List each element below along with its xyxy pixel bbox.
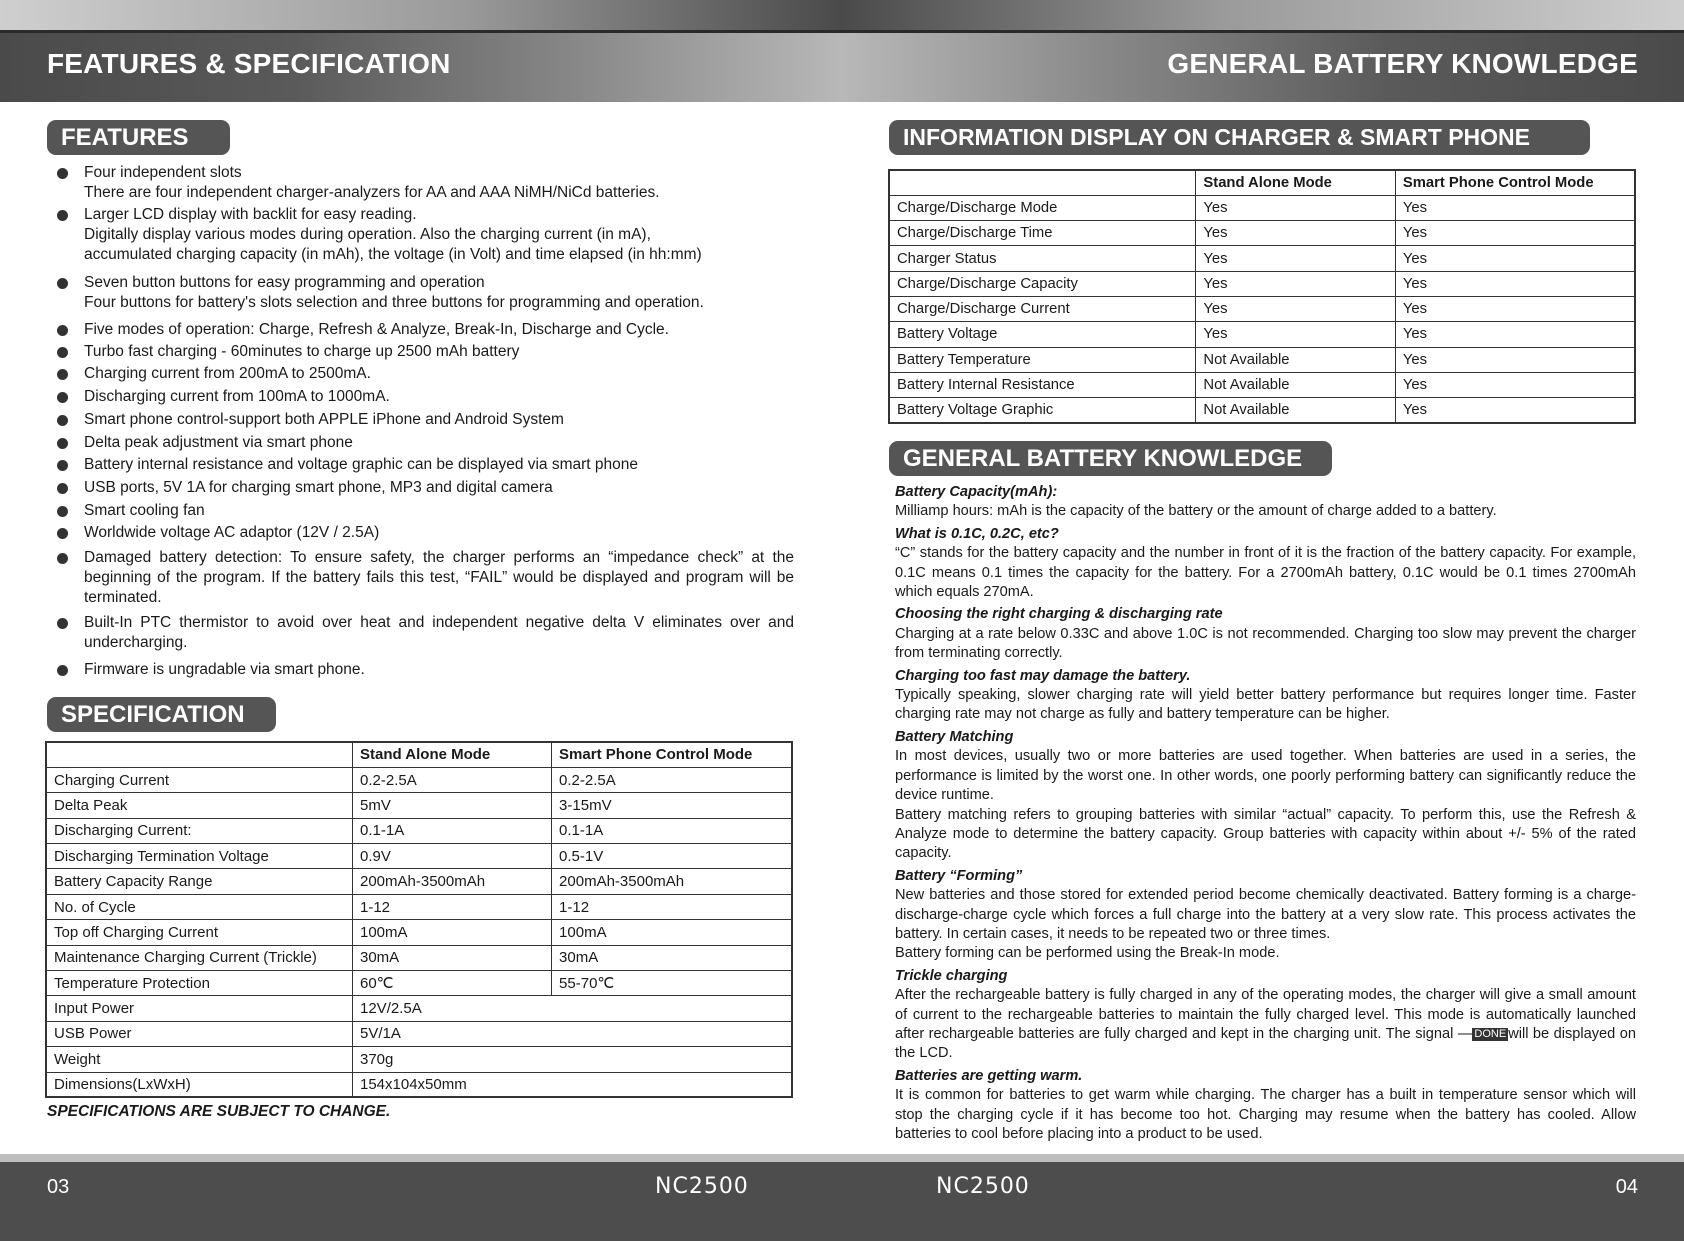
table-cell: Yes bbox=[1395, 398, 1635, 423]
table-cell: 100mA bbox=[552, 920, 792, 945]
feature-line: Firmware is ungradable via smart phone. bbox=[84, 661, 365, 678]
table-cell: Input Power bbox=[46, 996, 353, 1021]
feature-item bbox=[84, 455, 794, 475]
table-row bbox=[46, 1072, 792, 1097]
table-row bbox=[46, 920, 792, 945]
page-number-right: 04 bbox=[1615, 1176, 1638, 1198]
table-cell: Stand Alone Mode bbox=[1196, 170, 1395, 195]
bullet-icon bbox=[57, 369, 68, 380]
table-row bbox=[889, 195, 1635, 220]
feature-line: Seven button buttons for easy programming and operation bbox=[84, 274, 485, 291]
bullet-icon bbox=[57, 665, 68, 676]
table-row bbox=[46, 945, 792, 970]
table-cell: Yes bbox=[1395, 347, 1635, 372]
bullet-icon bbox=[57, 347, 68, 358]
table-cell: Discharging Termination Voltage bbox=[46, 844, 353, 869]
table-cell: Yes bbox=[1395, 296, 1635, 321]
c-rate-text: “C” stands for the battery capacity and the number in front of it is the fraction of the battery capacity. For example, 0.1C means 0.1 times the capacity for the battery. For a 2700mAh battery, 0.1C would be 0.1 times 2700mAh which equals 270mA. bbox=[895, 545, 1636, 601]
table-row bbox=[889, 347, 1635, 372]
table-row bbox=[46, 742, 792, 767]
bullet-icon bbox=[57, 325, 68, 336]
table-cell: Not Available bbox=[1196, 372, 1395, 397]
table-row bbox=[46, 767, 792, 792]
table-cell: Yes bbox=[1395, 195, 1635, 220]
table-cell: Stand Alone Mode bbox=[353, 742, 552, 767]
table-cell: Discharging Current: bbox=[46, 818, 353, 843]
table-cell: 100mA bbox=[353, 920, 552, 945]
forming-heading: Battery “Forming” bbox=[895, 867, 1023, 884]
page-title-right: GENERAL BATTERY KNOWLEDGE bbox=[1167, 48, 1638, 79]
table-cell: USB Power bbox=[46, 1021, 353, 1046]
feature-line: Smart phone control-support both APPLE iPhone and Android System bbox=[84, 411, 564, 428]
table-cell: Not Available bbox=[1196, 347, 1395, 372]
feature-line: USB ports, 5V 1A for charging smart phone, MP3 and digital camera bbox=[84, 479, 553, 496]
table-row bbox=[46, 793, 792, 818]
table-row bbox=[889, 170, 1635, 195]
feature-item bbox=[84, 660, 794, 680]
feature-line: accumulated charging capacity (in mAh), the voltage (in Volt) and time elapsed (in hh:mm) bbox=[84, 246, 702, 263]
table-cell: Yes bbox=[1395, 221, 1635, 246]
feature-line: There are four independent charger-analyzers for AA and AAA NiMH/NiCd batteries. bbox=[84, 184, 660, 201]
table-cell: Maintenance Charging Current (Trickle) bbox=[46, 945, 353, 970]
table-cell: 5V/1A bbox=[353, 1021, 793, 1046]
table-cell: 30mA bbox=[552, 945, 792, 970]
table-row bbox=[889, 372, 1635, 397]
feature-line: Delta peak adjustment via smart phone bbox=[84, 434, 353, 451]
table-cell: Battery Temperature bbox=[889, 347, 1196, 372]
knowledge-title: GENERAL BATTERY KNOWLEDGE bbox=[889, 441, 1332, 476]
info-table bbox=[888, 169, 1636, 424]
table-cell: Smart Phone Control Mode bbox=[552, 742, 792, 767]
table-cell: 1-12 bbox=[353, 894, 552, 919]
bullet-icon bbox=[57, 528, 68, 539]
feature-item bbox=[84, 501, 794, 521]
table-cell: 154x104x50mm bbox=[353, 1072, 793, 1097]
trickle-text: After the rechargeable battery is fully charged in any of the operating modes, the charger will give a small amount of current to the rechargeable batteries to maintain the fully charged level. This mode is automatically launched after rechargeable batteries are fully charged and kept in the charging unit. The signal — DONE will be displayed on the LCD. bbox=[895, 987, 1636, 1062]
feature-line: Worldwide voltage AC adaptor (12V / 2.5A) bbox=[84, 524, 380, 541]
forming-text-2: Battery forming can be performed using the Break-In mode. bbox=[895, 945, 1280, 962]
bullet-icon bbox=[57, 506, 68, 517]
bullet-icon bbox=[57, 278, 68, 289]
feature-item bbox=[84, 205, 794, 265]
table-cell: 0.5-1V bbox=[552, 844, 792, 869]
feature-line: Four independent slots bbox=[84, 164, 242, 181]
trickle-heading: Trickle charging bbox=[895, 967, 1008, 984]
table-cell: Yes bbox=[1395, 246, 1635, 271]
table-cell: Battery Voltage Graphic bbox=[889, 398, 1196, 423]
feature-line: Discharging current from 100mA to 1000mA. bbox=[84, 388, 390, 405]
table-row bbox=[46, 1021, 792, 1046]
table-row bbox=[889, 221, 1635, 246]
table-cell: 0.1-1A bbox=[353, 818, 552, 843]
table-cell: 0.9V bbox=[353, 844, 552, 869]
table-cell: 12V/2.5A bbox=[353, 996, 793, 1021]
table-cell: Top off Charging Current bbox=[46, 920, 353, 945]
brand-logo-right: NC2500 bbox=[936, 1174, 1030, 1199]
table-cell: Yes bbox=[1196, 221, 1395, 246]
table-row bbox=[46, 844, 792, 869]
feature-line: Built-In PTC thermistor to avoid over heat and independent negative delta V eliminates over and undercharging. bbox=[84, 614, 794, 651]
table-cell: 60℃ bbox=[353, 971, 552, 996]
bullet-icon bbox=[57, 483, 68, 494]
knowledge-text bbox=[895, 483, 1636, 1147]
matching-text-2: Battery matching refers to grouping batteries with similar “actual” capacity. To perform this, use the Refresh & Analyze mode to determine the battery capacity. Group batteries with capacity within about +/- 5% of the rated capacity. bbox=[895, 806, 1636, 862]
features-title: FEATURES bbox=[47, 120, 230, 155]
table-cell: No. of Cycle bbox=[46, 894, 353, 919]
brand-logo-left: NC2500 bbox=[655, 1174, 749, 1199]
spec-title: SPECIFICATION bbox=[47, 697, 276, 732]
feature-line: Four buttons for battery's slots selection and three buttons for programming and operation. bbox=[84, 294, 704, 311]
table-cell bbox=[46, 742, 353, 767]
table-cell: 3-15mV bbox=[552, 793, 792, 818]
feature-item bbox=[84, 163, 794, 203]
feature-line: Digitally display various modes during operation. Also the charging current (in mA), bbox=[84, 226, 651, 243]
table-cell: Yes bbox=[1196, 322, 1395, 347]
c-rate-heading: What is 0.1C, 0.2C, etc? bbox=[895, 525, 1059, 542]
feature-item bbox=[84, 273, 794, 313]
feature-item bbox=[84, 523, 794, 543]
spec-table bbox=[45, 741, 793, 1098]
feature-item bbox=[84, 613, 794, 653]
table-cell: 0.2-2.5A bbox=[353, 767, 552, 792]
capacity-text: Milliamp hours: mAh is the capacity of the battery or the amount of charge added to a battery. bbox=[895, 503, 1497, 520]
table-cell: Yes bbox=[1196, 271, 1395, 296]
table-cell: 0.1-1A bbox=[552, 818, 792, 843]
page-title-left: FEATURES & SPECIFICATION bbox=[47, 48, 451, 79]
bullet-icon bbox=[57, 168, 68, 179]
feature-item bbox=[84, 478, 794, 498]
forming-text-1: New batteries and those stored for extended period become chemically deactivated. Battery forming is a charge-discharge-charge cycle which forces a full charge into the battery at a very slow rate. This process activates the battery. In certain cases, it needs to be repeated two or three times. bbox=[895, 887, 1636, 942]
done-lcd-icon: DONE bbox=[1474, 1027, 1507, 1040]
feature-item bbox=[84, 320, 794, 340]
table-cell: Yes bbox=[1196, 246, 1395, 271]
table-cell: Charge/Discharge Current bbox=[889, 296, 1196, 321]
matching-heading: Battery Matching bbox=[895, 728, 1014, 745]
rate-heading: Choosing the right charging & discharging rate bbox=[895, 606, 1223, 623]
table-cell: Charger Status bbox=[889, 246, 1196, 271]
table-cell: Yes bbox=[1395, 372, 1635, 397]
bullet-icon bbox=[57, 618, 68, 629]
table-row bbox=[889, 398, 1635, 423]
table-cell: Charge/Discharge Mode bbox=[889, 195, 1196, 220]
table-cell: Not Available bbox=[1196, 398, 1395, 423]
feature-item bbox=[84, 433, 794, 453]
table-cell: Charging Current bbox=[46, 767, 353, 792]
table-cell: 30mA bbox=[353, 945, 552, 970]
spec-note: SPECIFICATIONS ARE SUBJECT TO CHANGE. bbox=[47, 1103, 391, 1120]
table-row bbox=[889, 296, 1635, 321]
feature-item bbox=[84, 548, 794, 608]
table-cell: Charge/Discharge Time bbox=[889, 221, 1196, 246]
table-row bbox=[46, 996, 792, 1021]
table-row bbox=[46, 818, 792, 843]
table-cell: Temperature Protection bbox=[46, 971, 353, 996]
info-title: INFORMATION DISPLAY ON CHARGER & SMART PHONE bbox=[889, 120, 1590, 155]
rate-text: Charging at a rate below 0.33C and above 1.0C is not recommended. Charging too slow may prevent the charger from terminating correctly. bbox=[895, 625, 1636, 662]
table-cell: Yes bbox=[1196, 195, 1395, 220]
table-row bbox=[46, 869, 792, 894]
feature-item bbox=[84, 364, 794, 384]
matching-text-1: In most devices, usually two or more batteries are used together. When batteries are used in a series, the performance is limited by the worst one. In other words, one poorly performing battery can significantly reduce the device runtime. bbox=[895, 748, 1636, 804]
feature-line: Larger LCD display with backlit for easy reading. bbox=[84, 206, 417, 223]
bullet-icon bbox=[57, 415, 68, 426]
table-cell: Delta Peak bbox=[46, 793, 353, 818]
table-cell: Battery Capacity Range bbox=[46, 869, 353, 894]
bullet-icon bbox=[57, 392, 68, 403]
bullet-icon bbox=[57, 438, 68, 449]
table-cell: 370g bbox=[353, 1047, 793, 1072]
table-cell: Battery Voltage bbox=[889, 322, 1196, 347]
fast-heading: Charging too fast may damage the battery. bbox=[895, 667, 1191, 684]
table-cell: Yes bbox=[1395, 322, 1635, 347]
table-cell: Battery Internal Resistance bbox=[889, 372, 1196, 397]
feature-line: Five modes of operation: Charge, Refresh & Analyze, Break-In, Discharge and Cycle. bbox=[84, 321, 669, 338]
header-band-left bbox=[0, 0, 842, 102]
feature-line: Charging current from 200mA to 2500mA. bbox=[84, 365, 371, 382]
bullet-icon bbox=[57, 210, 68, 221]
table-cell: Smart Phone Control Mode bbox=[1395, 170, 1635, 195]
warm-text: It is common for batteries to get warm while charging. The charger has a built in temperature sensor which will stop the charging cycle if it has become too hot. Charging may resume when the battery has cooled. Allow batteries to cool before placing into a product to be used. bbox=[895, 1087, 1636, 1142]
warm-heading: Batteries are getting warm. bbox=[895, 1067, 1083, 1084]
table-cell: Dimensions(LxWxH) bbox=[46, 1072, 353, 1097]
feature-line: Battery internal resistance and voltage graphic can be displayed via smart phone bbox=[84, 456, 639, 473]
feature-line: Turbo fast charging - 60minutes to charge up 2500 mAh battery bbox=[84, 343, 520, 360]
feature-item bbox=[84, 387, 794, 407]
table-row bbox=[46, 894, 792, 919]
table-row bbox=[889, 246, 1635, 271]
table-cell: 200mAh-3500mAh bbox=[353, 869, 552, 894]
capacity-heading: Battery Capacity(mAh): bbox=[895, 484, 1058, 500]
table-cell: Charge/Discharge Capacity bbox=[889, 271, 1196, 296]
table-cell: Yes bbox=[1196, 296, 1395, 321]
table-cell: 0.2-2.5A bbox=[552, 767, 792, 792]
table-cell: Weight bbox=[46, 1047, 353, 1072]
feature-item bbox=[84, 410, 794, 430]
table-cell: 200mAh-3500mAh bbox=[552, 869, 792, 894]
table-row bbox=[889, 322, 1635, 347]
page-number-left: 03 bbox=[47, 1176, 70, 1198]
table-cell: 5mV bbox=[353, 793, 552, 818]
feature-item bbox=[84, 342, 794, 362]
table-row bbox=[889, 271, 1635, 296]
bullet-icon bbox=[57, 460, 68, 471]
feature-line: Smart cooling fan bbox=[84, 502, 205, 519]
table-row bbox=[46, 1047, 792, 1072]
header-band-right bbox=[842, 0, 1684, 102]
feature-line: Damaged battery detection: To ensure safety, the charger performs an “impedance check” at the beginning of the program. If the battery fails this test, “FAIL” would be displayed and program will be terminated. bbox=[84, 549, 794, 606]
table-cell: 1-12 bbox=[552, 894, 792, 919]
table-cell: Yes bbox=[1395, 271, 1635, 296]
table-cell: 55-70℃ bbox=[552, 971, 792, 996]
bullet-icon bbox=[57, 553, 68, 564]
table-cell bbox=[889, 170, 1196, 195]
table-row bbox=[46, 971, 792, 996]
fast-text: Typically speaking, slower charging rate will yield better battery performance but requires longer time. Faster charging rate may not charge as fully and battery temperature can be higher. bbox=[895, 687, 1636, 723]
